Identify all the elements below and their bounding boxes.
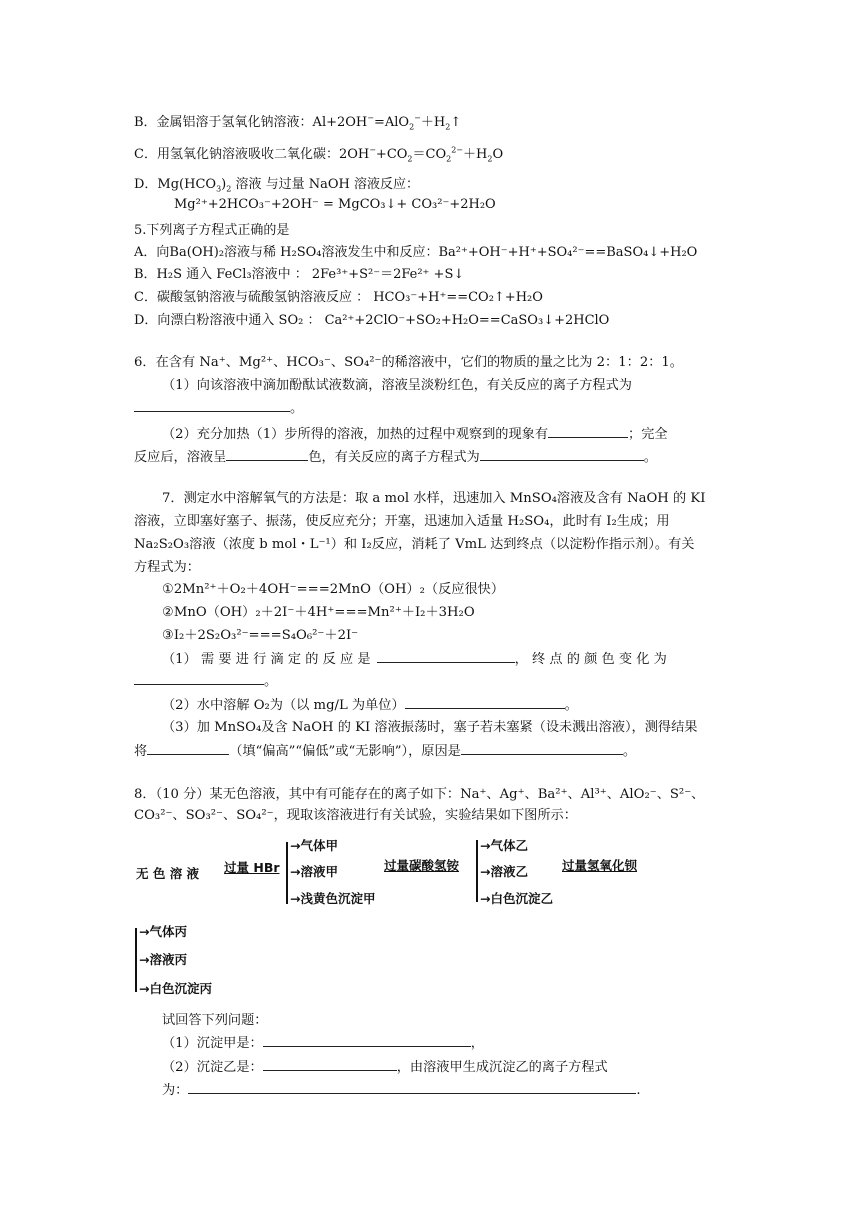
answer-blank[interactable] [461,742,623,755]
answer-blank[interactable] [263,1058,397,1071]
text: 。 [643,450,657,465]
text: ＋H [463,147,488,162]
flow-step-1-reagent: 过量 HBr [224,860,280,875]
answer-blank[interactable] [263,1034,471,1047]
text: 色，有关反应的离子方程式为 [308,450,480,465]
flow-precipitate-1: →浅黄色沉淀甲 [290,891,376,906]
flow-solution-3: →溶液丙 [139,952,187,967]
question-7-part-1 [162,650,667,669]
text: 。 [564,698,578,713]
question-8-part-1 [162,1034,484,1053]
answer-blank[interactable] [147,742,229,755]
sub: 2 [407,154,413,164]
question-7-line-3: Na₂S₂O₃溶液（浓度 b mol・L⁻¹）和 I₂反应，消耗了 VmL 达到终点（以淀粉作指示剂）。有关 [134,537,695,552]
sub: 2 [445,122,451,132]
text: （2）水中溶解 O₂为（以 mg/L 为单位） [162,698,405,713]
question-8-line-2: CO₃²⁻、SO₃²⁻、SO₄²⁻，现取该溶液进行有关试验，实验结果如下图所示： [134,808,577,823]
option-d-equation: Mg²⁺+2HCO₃⁻+2OH⁻ = MgCO₃↓+ CO₃²⁻+2H₂O [174,197,496,212]
question-8-ask: 试回答下列问题： [162,1013,268,1028]
text: O [492,147,504,162]
text: ， 终 点 的 颜 色 变 化 为 [514,652,667,667]
flow-bracket-1 [286,842,288,904]
text: 。 [264,674,278,689]
sup: − [369,145,376,155]
question-6-part-1-answer [134,399,303,418]
text: ) [221,177,227,192]
sub: 2 [446,154,452,164]
text: 将 [134,744,148,759]
sup: − [367,113,374,123]
text: B．金属铝溶于氢氧化钠溶液：Al+2OH [134,115,368,130]
text: 反应后，溶液呈 [134,450,227,465]
text: 。 [622,744,637,759]
answer-blank[interactable] [405,696,565,709]
question-7-line-4: 方程式为： [134,560,200,575]
flow-step-3-reagent: 过量氢氧化钡 [562,858,638,873]
text: （填“偏高”“偏低”或“无影响”），原因是 [229,744,461,759]
text: D．Mg(HCO [134,177,217,192]
sub: 2 [487,154,493,164]
equation-1: ①2Mn²⁺＋O₂＋4OH⁻===2MnO（OH）₂（反应很快） [162,582,505,597]
question-7-part-1-answer [134,672,277,691]
option-d-mg: D．$Mg(HCO_3)_2$ 溶液 与过量 NaOH 溶液反应： [134,177,419,194]
answer-blank[interactable] [226,448,308,461]
flow-start: 无 色 溶 液 [136,866,200,881]
equation-2: ②MnO（OH）₂＋2I⁻＋4H⁺===Mn²⁺＋I₂＋3H₂O [162,605,475,620]
question-7-part-2 [162,696,578,715]
sup: − [414,113,421,123]
text: （2）沉淀乙是： [162,1060,263,1075]
question-5-option-d: D．向漂白粉溶液中通入 SO₂ ： Ca²⁺+2ClO⁻+SO₂+H₂O==CaSO₃↓+2HClO [134,313,610,328]
question-5-option-a: A．向Ba(OH)₂溶液与稀 H₂SO₄溶液发生中和反应：Ba²⁺+OH⁻+H⁺+SO₄²⁻==BaSO₄↓+H₂O [134,245,698,260]
text: C．用氢氧化钠溶液吸收二氧化碳：2OH [134,147,370,162]
flow-precipitate-2: →白色沉淀乙 [480,891,553,906]
sub: 2 [409,122,415,132]
flow-gas-3: →气体丙 [139,924,187,939]
answer-blank[interactable] [134,399,290,412]
flow-bracket-3 [135,928,137,992]
question-5-option-c: C．碳酸氢钠溶液与硫酸氢钠溶液反应 ： HCO₃⁻+H⁺==CO₂↑+H₂O [134,290,543,305]
text: （1） 需 要 进 行 滴 定 的 反 应 是 [162,652,371,667]
equation-3: ③I₂＋2S₂O₃²⁻===S₄O₆²⁻＋2I⁻ [162,628,359,643]
text: =AlO [373,115,410,130]
question-6-title: 6．在含有 Na⁺、Mg²⁺、HCO₃⁻、SO₄²⁻的稀溶液中，它们的物质的量之比为 2：1：2：1。 [134,355,683,370]
flow-step-2-reagent: 过量碳酸氢铵 [384,858,460,873]
flow-precipitate-3: →白色沉淀丙 [139,981,212,996]
question-6-part-2-cont [134,448,657,467]
question-6-part-2 [162,425,668,444]
text: ↑ [450,115,462,130]
question-8-line-1: 8．（10 分）某无色溶液，其中有可能存在的离子如下：Na⁺、Ag⁺、Ba²⁺、Al³⁺、AlO₂⁻、S²⁻、 [134,787,705,802]
question-7-part-3-cont [134,742,636,761]
text: +CO [375,147,408,162]
text: ＋H [420,115,446,130]
text: ；完全 [628,427,668,442]
question-5-title: 5.下列离子方程式正确的是 [134,223,290,238]
sup: 2− [451,145,464,155]
question-5-option-b: B．H₂S 通入 FeCl₃溶液中 ： 2Fe³⁺+S²⁻＝2Fe²⁺ +S↓ [134,267,465,282]
answer-blank[interactable] [548,425,628,438]
text: （1）沉淀甲是： [162,1036,263,1051]
answer-blank[interactable] [188,1081,636,1094]
flow-gas-1: →气体甲 [290,838,338,853]
question-8-part-2-cont [162,1081,641,1100]
answer-blank[interactable] [480,448,644,461]
answer-blank[interactable] [377,650,515,663]
text: ＝CO [412,147,447,162]
text: 。 [290,401,304,416]
answer-blank[interactable] [134,672,264,685]
question-7-line-1: 7．测定水中溶解氧气的方法是：取 a mol 水样，迅速加入 MnSO₄溶液及含有 NaOH 的 KI [162,491,706,506]
flow-gas-2: →气体乙 [480,838,528,853]
text: 溶液 与过量 NaOH 溶液反应： [231,177,419,192]
question-7-line-2: 溶液，立即塞好塞子、振荡，使反应充分；开塞，迅速加入适量 H₂SO₄，此时有 I₂生成；用 [134,514,670,529]
option-c-co2 [134,146,503,164]
flow-bracket-2 [476,840,478,902]
question-8-part-2 [162,1058,608,1077]
text: （2）充分加热（1）步所得的溶液，加热的过程中观察到的现象有 [162,427,549,442]
text: . [636,1083,641,1098]
option-b-aluminum [134,114,461,132]
text: ， [470,1036,484,1051]
question-7-part-3: （3）加 MnSO₄及含 NaOH 的 KI 溶液振荡时，塞子若未塞紧（设未溅出溶液），测得结果 [162,720,698,735]
question-6-part-1: （1）向该溶液中滴加酚酞试液数滴，溶液呈淡粉红色，有关反应的离子方程式为 [162,378,632,393]
text: 为： [162,1083,189,1098]
flow-solution-1: →溶液甲 [290,864,338,879]
flow-solution-2: →溶液乙 [480,864,528,879]
text: ，由溶液甲生成沉淀乙的离子方程式 [396,1060,608,1075]
